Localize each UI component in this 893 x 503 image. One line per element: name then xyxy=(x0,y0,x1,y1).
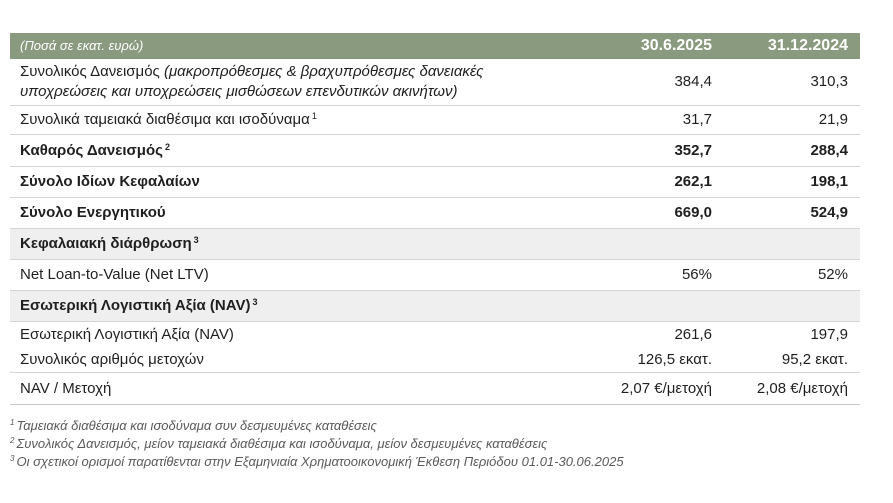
header-date-2025: 30.6.2025 xyxy=(582,33,724,59)
header-units-label: (Ποσά σε εκατ. ευρώ) xyxy=(10,33,582,59)
section-label: Κεφαλαιακή διάρθρωση $^3$ xyxy=(10,229,582,260)
footnote-3: $^3$ Οι σχετικοί ορισμοί παρατίθενται στην Εξαμηνιαία Χρηματοοικονομική Έκθεση Περιόδου 01.01-30.06.2025 xyxy=(10,454,624,469)
table-row-net-ltv xyxy=(10,260,860,291)
row-label: Net Loan-to-Value (Net LTV) xyxy=(10,260,582,291)
table-row-shares xyxy=(10,347,860,373)
row-label: Καθαρός Δανεισμός $^2$ xyxy=(10,135,582,167)
table-header-row xyxy=(10,33,860,59)
footnotes xyxy=(10,417,870,471)
section-empty-cell xyxy=(724,291,860,322)
row-value-2024: 21,9 xyxy=(724,106,860,135)
row-value-2025: 31,7 xyxy=(582,106,724,135)
row-value-2025: 262,1 xyxy=(582,167,724,198)
row-value-2025: 2,07 €/μετοχή xyxy=(582,373,724,405)
row-label: Σύνολο Ιδίων Κεφαλαίων xyxy=(10,167,582,198)
row-label: Συνολικός Δανεισμός (μακροπρόθεσμες & βραχυπρόθεσμες δανειακές υποχρεώσεις και υποχρεώσεις μισθώσεων επενδυτικών ακινήτων) xyxy=(10,59,582,106)
table-row-cash xyxy=(10,106,860,135)
table-row-net-debt xyxy=(10,135,860,167)
table-section-capital-structure xyxy=(10,229,860,260)
row-label: Εσωτερική Λογιστική Αξία (NAV) xyxy=(20,325,234,343)
row-value-2025: 126,5 εκατ. xyxy=(582,347,724,373)
table-row-nav xyxy=(10,322,860,348)
row-value-2024: 52% xyxy=(724,260,860,291)
row-value-2025: 56% xyxy=(582,260,724,291)
table-section-nav xyxy=(10,291,860,322)
row-value-2024: 197,9 xyxy=(810,325,848,343)
row-value-2025: 669,0 xyxy=(582,198,724,229)
row-value-2025: 384,4 xyxy=(582,59,724,106)
row-label: Συνολικά ταμειακά διαθέσιμα και ισοδύναμα $^1$ xyxy=(10,106,582,135)
footnote-1: $^1$ Ταμειακά διαθέσιμα και ισοδύναμα συν δεσμευμένες καταθέσεις xyxy=(10,418,377,433)
row-value-2025: 261,6 xyxy=(674,325,712,343)
header-date-2024: 31.12.2024 xyxy=(724,33,860,59)
section-empty-cell xyxy=(724,229,860,260)
financial-table xyxy=(10,33,860,405)
row-value-2024: 198,1 xyxy=(724,167,860,198)
section-empty-cell xyxy=(582,291,724,322)
row-value-2024: 524,9 xyxy=(724,198,860,229)
footnote-2: $^2$ Συνολικός Δανεισμός, μείον ταμειακά διαθέσιμα και ισοδύναμα, μείον δεσμευμένες καταθέσεις xyxy=(10,436,548,451)
row-value-2024: 95,2 εκατ. xyxy=(724,347,860,373)
row-label: Σύνολο Ενεργητικού xyxy=(10,198,582,229)
section-label: Εσωτερική Λογιστική Αξία (NAV) $^3$ xyxy=(10,291,582,322)
table-row-equity xyxy=(10,167,860,198)
table-row-nav-per-share xyxy=(10,373,860,405)
row-value-2024: 288,4 xyxy=(724,135,860,167)
row-value-2024: 2,08 €/μετοχή xyxy=(724,373,860,405)
row-label: NAV / Μετοχή xyxy=(10,373,582,405)
row-label: Συνολικός αριθμός μετοχών xyxy=(10,347,582,373)
table-row-total-assets xyxy=(10,198,860,229)
table-row-total-borrowing xyxy=(10,59,860,106)
row-value-2025: 352,7 xyxy=(582,135,724,167)
row-value-2024: 310,3 xyxy=(724,59,860,106)
section-empty-cell xyxy=(582,229,724,260)
